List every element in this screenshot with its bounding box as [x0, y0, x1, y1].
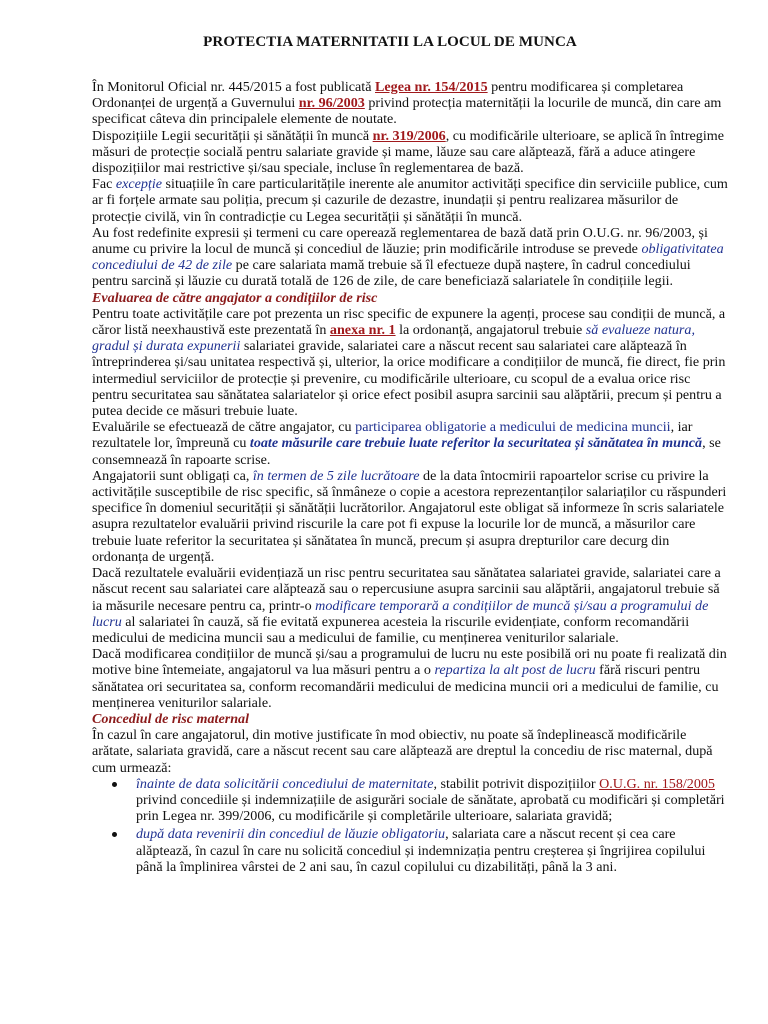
link-lege-319-2006[interactable]: nr. 319/2006 — [372, 127, 446, 144]
emphasis-termen-5-zile: în termen de 5 zile lucrătoare — [252, 467, 420, 484]
emphasis-evalueze: să evalueze natura, gradul și durata expunerii — [92, 322, 695, 355]
text: al salariatei în cauză, să fie evitată expunerea acesteia la riscurile evidențiate, conform recomandării medicului de medicina muncii sau a medicului de familie, cu menținerea veniturilor salariale. — [92, 613, 690, 646]
text: , salariata care a născut recent și cea care alăptează, în cazul în care nu solicită concediul și indemnizația pentru creșterea și îngrijirea copilului până la împlinirea vârstei de 2 ani sau, în cazul copilului cu dizabilități, până la 3 ani. — [136, 826, 706, 875]
link-legea-154-2015[interactable]: Legea nr. 154/2015 — [375, 79, 488, 95]
bullet-dot-icon — [112, 782, 117, 787]
emphasis-masuri-securitate: toate măsurile care trebuie luate referitor la securitatea și sănătatea în muncă — [249, 435, 703, 452]
link-oug-158-2005[interactable]: O.U.G. nr. 158/2005 — [599, 775, 715, 792]
paragraph-repartizare — [92, 646, 728, 711]
paragraph-evaluarile — [92, 419, 728, 468]
paragraph-dispozitii — [92, 128, 728, 177]
text: , cu modificările ulterioare, se aplică în întregime măsuri de protecție socială pentru salariate gravide și mame, lăuze sau care alăptează, fără a aduce atingere dispozițiilor mai restrictive și/sau speciale, incluse în reglementarea de bază. — [92, 127, 724, 177]
text: salariatei gravide, salariatei care a născut recent sau salariatei care alăptează în întreprinderea și/sau unitatea respectivă și, ulterior, la orice modificare a condițiilor de muncă, fie direct, fie prin intermediul serviciilor de protecție și prevenire, cu modificările ulterioare, cu scopul de a evalua orice risc pentru securitatea sau sănătatea salariatelor și orice efect posibil asupra sarcinii sau alăptării, precum și pentru a putea decide ce măsuri trebuie luate. — [92, 338, 726, 420]
paragraph-concediu-risc-intro: În cazul în care angajatorul, din motive justificate în mod obiectiv, nu poate să îndeplinească modificările arătate, salariata gravidă, care a născut recent sau care alăptează are dreptul la concediu de risc maternal, după cum urmează: — [92, 727, 713, 776]
text: Dacă modificarea condițiilor de muncă și/sau a programului de lucru nu este posibilă ori nu poate fi realizată din motive bine întemeiate, angajatorul va lua măsuri pentru a o — [92, 646, 727, 679]
paragraph-exceptie — [92, 176, 728, 225]
text: privind protecția maternității la locurile de muncă, din care am specificat câteva din principalele elemente de noutate. — [92, 95, 722, 128]
document-title: PROTECTIA MATERNITATII LA LOCUL DE MUNCA — [203, 34, 577, 50]
emphasis-inainte-maternitate: înainte de data solicitării concediului de maternitate — [136, 775, 434, 792]
paragraph-rezultate-evaluare — [92, 565, 728, 646]
text: situațiile în care particularitățile inerente ale anumitor activități specifice din serviciile publice, cum ar fi forțele armate sau poliția, precum și cazurile de dezastre, inundații și pentru realizarea măsurilor de protecție civilă, vin în contradicție cu Legea securității și sănătății în muncă. — [92, 176, 728, 225]
emphasis-medicina-muncii: participarea obligatorie a medicului de medicina muncii — [355, 419, 671, 436]
text: , se consemnează în rapoarte scrise. — [92, 435, 721, 468]
text: pe care salariata mamă trebuie să îl efectueze după naștere, în cadrul concediului pentru sarcină și lăuzie cu durată totală de 126 de zile, de care beneficiază salariatele în condițiile legii. — [92, 257, 691, 290]
section-heading-concediu-risc: Concediul de risc maternal — [92, 710, 249, 727]
link-anexa-1[interactable]: anexa nr. 1 — [329, 322, 396, 339]
text: Pentru toate activitățile care pot prezenta un risc specific de expunere la agenți, procese sau condiții de muncă, a căror listă neexhaustivă este prezentată în — [92, 305, 726, 339]
list-item — [122, 776, 728, 825]
text: privind concediile și indemnizațiile de asigurări sociale de sănătate, aprobată cu modificări și completări prin Legea nr. 399/2006, cu modificările și completările ulterioare, salariata gravidă; — [136, 791, 725, 825]
bullet-dot-icon — [112, 832, 117, 837]
link-oug-96-2003[interactable]: nr. 96/2003 — [298, 95, 365, 112]
emphasis-modificare-temporara: modificare temporară a condițiilor de muncă și/sau a programului de lucru — [92, 597, 709, 630]
emphasis-exceptie: excepție — [115, 176, 163, 193]
paragraph-angajatorii-obligati — [92, 468, 728, 565]
text: Dacă rezultatele evaluării evidențiază un risc pentru securitatea sau sănătatea salariatei gravide, salariatei care a născut recent sau salariatei care alăptează sau o repercusiune asupra sarcinii sau alăptării, angajatorul trebuie să ia măsurile necesare pentru ca, printr-o — [92, 565, 721, 614]
text: la ordonanță, angajatorul trebuie — [395, 322, 586, 339]
text: fără riscuri pentru sănătatea ori securitatea sa, conform recomandării medicului de medicina muncii ori a medicului de familie, cu menținerea veniturilor salariale. — [92, 662, 719, 711]
paragraph-activitati-risc — [92, 306, 728, 419]
paragraph-intro — [92, 79, 728, 128]
list-item — [122, 826, 728, 875]
text: Evaluările se efectuează de către angajator, cu — [92, 419, 356, 436]
emphasis-repartiza: repartiza la alt post de lucru — [434, 662, 596, 679]
text: Fac — [92, 176, 116, 193]
text: de la data întocmirii rapoartelor scrise cu privire la activitățile susceptibile de risc specific, să înmâneze o copie a acestora reprezentanților salariaților cu răspunderi specifice în domeniul securității și sănătății lucrătorilor. Angajatorul este obligat să informeze în scris salariatele asupra rezultatelor evaluării privind riscurile la care pot fi expuse la locurile lor de muncă, a măsurilor care trebuie luate referitor la securitatea și sănătatea în muncă, precum și asupra drepturilor care decurg din ordonanța de urgență. — [92, 467, 727, 565]
section-heading-evaluarea: Evaluarea de către angajator a condițiilor de risc — [92, 289, 378, 306]
bullet-list — [92, 776, 728, 875]
text: , stabilit potrivit dispozițiilor — [433, 775, 600, 792]
emphasis-obligativitate: obligativitatea concediului de 42 de zile — [92, 241, 724, 274]
text: Dispozițiile Legii securității și sănătății în muncă — [92, 127, 373, 144]
text: Au fost redefinite expresii și termeni cu care operează reglementarea de bază dată prin O.U.G. nr. 96/2003, și anume cu privire la locul de muncă și concediul de lăuzie; prin modificările introduse se prevede — [92, 224, 708, 258]
paragraph-redefinite — [92, 225, 728, 290]
text: Angajatorii sunt obligați ca, — [92, 467, 253, 484]
text: În Monitorul Oficial nr. 445/2015 a fost publicată — [92, 79, 375, 95]
text: pentru modificarea și completarea Ordonanței de urgență a Guvernului — [92, 79, 684, 112]
emphasis-dupa-revenire: după data revenirii din concediul de lăuzie obligatoriu — [136, 826, 446, 843]
text: , iar rezultatele lor, împreună cu — [92, 419, 693, 452]
